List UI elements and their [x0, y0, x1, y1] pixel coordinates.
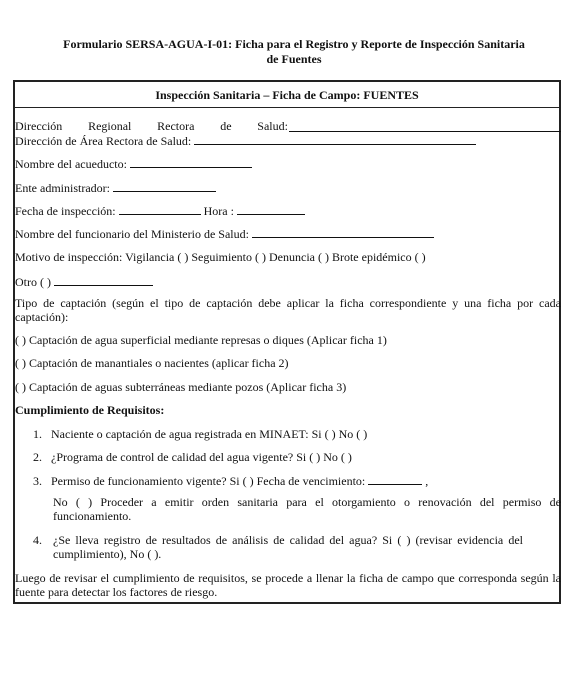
requisito-text: Permiso de funcionamiento vigente? Si ( ) Fecha de vencimiento: — [51, 474, 366, 488]
requisito-text: Naciente o captación de agua registrada en MINAET: Si ( ) No ( ) — [51, 427, 368, 441]
label-word: Rectora — [157, 119, 195, 133]
requisito-suffix: , — [425, 474, 429, 488]
requisito-number: 1. — [33, 427, 42, 441]
hora-blank[interactable] — [237, 203, 305, 215]
title-line-2: de Fuentes — [266, 52, 322, 66]
hora-label: Hora : — [203, 204, 234, 218]
option-superficial[interactable]: ( ) Captación de agua superficial mediante represas o diques (Aplicar ficha 1) — [15, 333, 387, 347]
requisito-number: 3. — [33, 474, 42, 488]
direccion-regional-blank[interactable] — [289, 120, 561, 132]
acueducto-label: Nombre del acueducto: — [15, 157, 127, 171]
otro-label: Otro ( ) — [15, 275, 51, 289]
requisito-text: ¿Programa de control de calidad del agua vigente? Si ( ) No ( ) — [51, 450, 352, 464]
field-motivo — [15, 250, 426, 264]
requisito-text: ¿Se lleva registro de resultados de análisis de calidad del agua? Si ( ) (revisar evidencia del cumplimiento), No ( ). — [53, 533, 523, 561]
label-word: Salud: — [257, 119, 288, 133]
field-acueducto — [15, 156, 252, 171]
label-word: de — [220, 119, 232, 133]
otro-blank[interactable] — [54, 274, 153, 286]
requisito-number: 2. — [33, 450, 42, 464]
acueducto-blank[interactable] — [130, 156, 252, 168]
closing-paragraph: Luego de revisar el cumplimiento de requisitos, se procede a llenar la ficha de campo que corresponda según la fuente para detectar los factores de riesgo. — [15, 571, 561, 599]
direccion-area-blank[interactable] — [194, 133, 476, 145]
ente-label: Ente administrador: — [15, 181, 110, 195]
option-manantiales[interactable]: ( ) Captación de manantiales o nacientes (aplicar ficha 2) — [15, 356, 289, 370]
field-otro — [15, 274, 153, 289]
fecha-vencimiento-blank[interactable] — [368, 473, 422, 485]
requisito-item — [33, 473, 428, 488]
motivo-text: Motivo de inspección: Vigilancia ( ) Seguimiento ( ) Denuncia ( ) Brote epidémico ( ) — [15, 250, 426, 264]
title-line-1: Formulario SERSA-AGUA-I-01: Ficha para el Registro y Reporte de Inspección Sanitaria — [63, 37, 525, 51]
inspection-form — [13, 80, 561, 604]
ente-blank[interactable] — [113, 180, 216, 192]
field-direccion-area — [15, 133, 476, 148]
requisito-3-no-text: No ( ) Proceder a emitir orden sanitaria para el otorgamiento o renovación del permiso de funcionamiento. — [53, 495, 561, 523]
form-header: Inspección Sanitaria – Ficha de Campo: FUENTES — [15, 82, 559, 108]
funcionario-blank[interactable] — [252, 226, 434, 238]
fecha-label: Fecha de inspección: — [15, 204, 116, 218]
label-word: Dirección — [15, 119, 63, 133]
requisito-item — [33, 427, 367, 441]
field-funcionario — [15, 226, 434, 241]
field-fecha — [15, 203, 305, 218]
field-ente — [15, 180, 216, 195]
fecha-blank[interactable] — [119, 203, 201, 215]
requisitos-heading: Cumplimiento de Requisitos: — [15, 403, 165, 417]
funcionario-label: Nombre del funcionario del Ministerio de Salud: — [15, 227, 249, 241]
direccion-area-label: Dirección de Área Rectora de Salud: — [15, 134, 192, 148]
tipo-captacion-text: Tipo de captación (según el tipo de captación debe aplicar la ficha correspondiente y una ficha por cada captación): — [15, 296, 561, 324]
option-subterraneas[interactable]: ( ) Captación de aguas subterráneas mediante pozos (Aplicar ficha 3) — [15, 380, 347, 394]
label-word: Regional — [88, 119, 132, 133]
requisito-item — [33, 450, 352, 464]
requisito-number: 4. — [33, 533, 42, 547]
document-title — [40, 37, 548, 67]
